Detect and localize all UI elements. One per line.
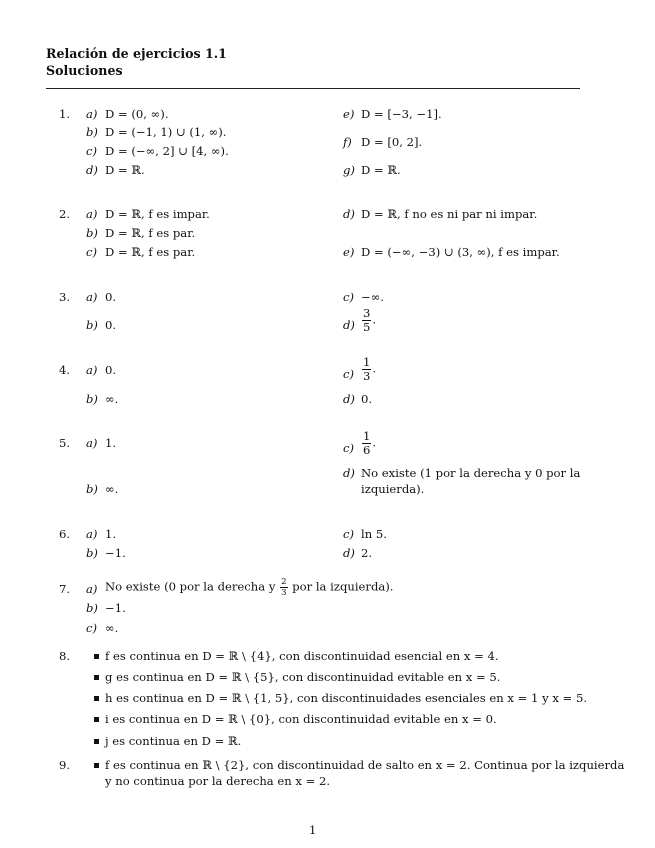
ex5-a-answer: 1. <box>105 436 117 450</box>
fraction <box>362 357 371 382</box>
ex2-e-answer: D = (−∞, −3) ∪ (3, ∞), f es impar. <box>361 245 560 259</box>
ex6-c-answer: ln 5. <box>361 527 387 541</box>
exercise-4-number: 4. <box>58 363 70 377</box>
ex6-d-label: d) <box>343 546 355 560</box>
denominator: 3 <box>281 587 287 598</box>
ex5-a-label: a) <box>86 436 98 450</box>
ex2-d-label: d) <box>343 207 355 221</box>
period: . <box>372 312 377 327</box>
ex1-f-answer: D = [0, 2]. <box>361 135 423 149</box>
exercise-2-number: 2. <box>58 207 70 221</box>
page-number: 1 <box>309 823 317 837</box>
ex4-d-answer: 0. <box>361 392 373 406</box>
bullet-icon <box>94 696 99 701</box>
ex9-answer-line2: y no continua por la derecha en x = 2. <box>105 774 331 788</box>
exercise-6-number: 6. <box>58 527 70 541</box>
numerator: 1 <box>363 429 371 443</box>
ex6-d-answer: 2. <box>361 546 373 560</box>
document-title: Relación de ejercicios 1.1 <box>46 46 227 61</box>
numerator: 3 <box>363 306 371 320</box>
bullet-icon <box>94 654 99 659</box>
ex1-e-label: e) <box>343 107 355 121</box>
ex3-a-label: a) <box>86 290 98 304</box>
ex1-e-answer: D = [−3, −1]. <box>361 107 442 121</box>
ex9-answer-line1: f es continua en ℝ \ {2}, con discontinuidad de salto en x = 2. Continua por la izquierda <box>105 758 625 772</box>
ex7-c-label: c) <box>86 621 98 635</box>
ex5-d-answer-line2: izquierda). <box>361 482 425 496</box>
ex3-d-label: d) <box>343 318 355 332</box>
ex1-g-label: g) <box>343 163 355 177</box>
exercise-1-number: 1. <box>58 107 70 121</box>
ex8-item-i: i es continua en D = ℝ \ {0}, con discontinuidad evitable en x = 0. <box>105 712 497 726</box>
ex1-b-answer: D = (−1, 1) ∪ (1, ∞). <box>105 125 227 139</box>
ex2-c-answer: D = ℝ, f es par. <box>105 245 196 259</box>
ex1-c-label: c) <box>86 144 98 158</box>
ex3-d-answer <box>361 308 376 333</box>
ex1-c-answer: D = (−∞, 2] ∪ [4, ∞). <box>105 144 229 158</box>
ex1-d-answer: D = ℝ. <box>105 163 145 177</box>
ex5-d-label: d) <box>343 466 355 480</box>
ex1-f-label: f) <box>343 135 352 149</box>
ex5-c-answer <box>361 431 376 456</box>
bullet-icon <box>94 763 99 768</box>
ex5-c-label: c) <box>343 441 355 455</box>
ex6-b-label: b) <box>86 546 98 560</box>
ex7-c-answer: ∞. <box>105 621 119 635</box>
document-subtitle: Soluciones <box>46 63 123 78</box>
ex2-b-label: b) <box>86 226 98 240</box>
ex7-b-answer: −1. <box>105 601 126 615</box>
ex6-c-label: c) <box>343 527 355 541</box>
ex1-b-label: b) <box>86 125 98 139</box>
ex8-item-j: j es continua en D = ℝ. <box>105 734 242 748</box>
bullet-icon <box>94 717 99 722</box>
fraction <box>280 578 287 597</box>
ex4-b-label: b) <box>86 392 98 406</box>
ex7-a-text-before: No existe (0 por la derecha y <box>105 579 276 594</box>
ex5-b-answer: ∞. <box>105 482 119 496</box>
exercise-3-number: 3. <box>58 290 70 304</box>
ex4-a-label: a) <box>86 363 98 377</box>
ex3-b-answer: 0. <box>105 318 117 332</box>
exercise-8-number: 8. <box>58 649 70 663</box>
bullet-icon <box>94 739 99 744</box>
bullet-icon <box>94 675 99 680</box>
denominator: 3 <box>363 368 371 383</box>
ex7-a-answer <box>105 578 393 597</box>
ex4-b-answer: ∞. <box>105 392 119 406</box>
ex7-a-text-after: por la izquierda). <box>292 579 394 594</box>
ex2-d-answer: D = ℝ, f no es ni par ni impar. <box>361 207 538 221</box>
ex7-a-label: a) <box>86 582 98 596</box>
ex4-d-label: d) <box>343 392 355 406</box>
ex4-c-label: c) <box>343 367 355 381</box>
ex3-c-label: c) <box>343 290 355 304</box>
denominator: 5 <box>363 319 371 334</box>
numerator: 1 <box>363 355 371 369</box>
fraction <box>362 431 371 456</box>
ex4-c-answer <box>361 357 376 382</box>
denominator: 6 <box>363 442 371 457</box>
ex3-c-answer: −∞. <box>361 290 385 304</box>
ex1-d-label: d) <box>86 163 98 177</box>
ex8-item-f: f es continua en D = ℝ \ {4}, con discontinuidad esencial en x = 4. <box>105 649 499 663</box>
ex6-a-label: a) <box>86 527 98 541</box>
ex7-b-label: b) <box>86 601 98 615</box>
ex4-a-answer: 0. <box>105 363 117 377</box>
ex3-a-answer: 0. <box>105 290 117 304</box>
ex6-a-answer: 1. <box>105 527 117 541</box>
ex1-a-answer: D = (0, ∞). <box>105 107 169 121</box>
exercise-9-number: 9. <box>58 758 70 772</box>
ex3-b-label: b) <box>86 318 98 332</box>
ex2-a-label: a) <box>86 207 98 221</box>
ex2-e-label: e) <box>343 245 355 259</box>
ex8-item-h: h es continua en D = ℝ \ {1, 5}, con discontinuidades esenciales en x = 1 y x = 5. <box>105 691 588 705</box>
ex6-b-answer: −1. <box>105 546 126 560</box>
ex2-a-answer: D = ℝ, f es impar. <box>105 207 210 221</box>
ex2-c-label: c) <box>86 245 98 259</box>
period: . <box>372 435 377 450</box>
ex2-b-answer: D = ℝ, f es par. <box>105 226 196 240</box>
numerator: 2 <box>281 577 287 587</box>
ex1-a-label: a) <box>86 107 98 121</box>
exercise-7-number: 7. <box>58 582 70 596</box>
ex5-b-label: b) <box>86 482 98 496</box>
ex8-item-g: g es continua en D = ℝ \ {5}, con discontinuidad evitable en x = 5. <box>105 670 501 684</box>
period: . <box>372 361 377 376</box>
ex1-g-answer: D = ℝ. <box>361 163 401 177</box>
fraction <box>362 308 371 333</box>
exercise-5-number: 5. <box>58 436 70 450</box>
ex5-d-answer-line1: No existe (1 por la derecha y 0 por la <box>361 466 581 480</box>
header-rule <box>46 88 580 89</box>
